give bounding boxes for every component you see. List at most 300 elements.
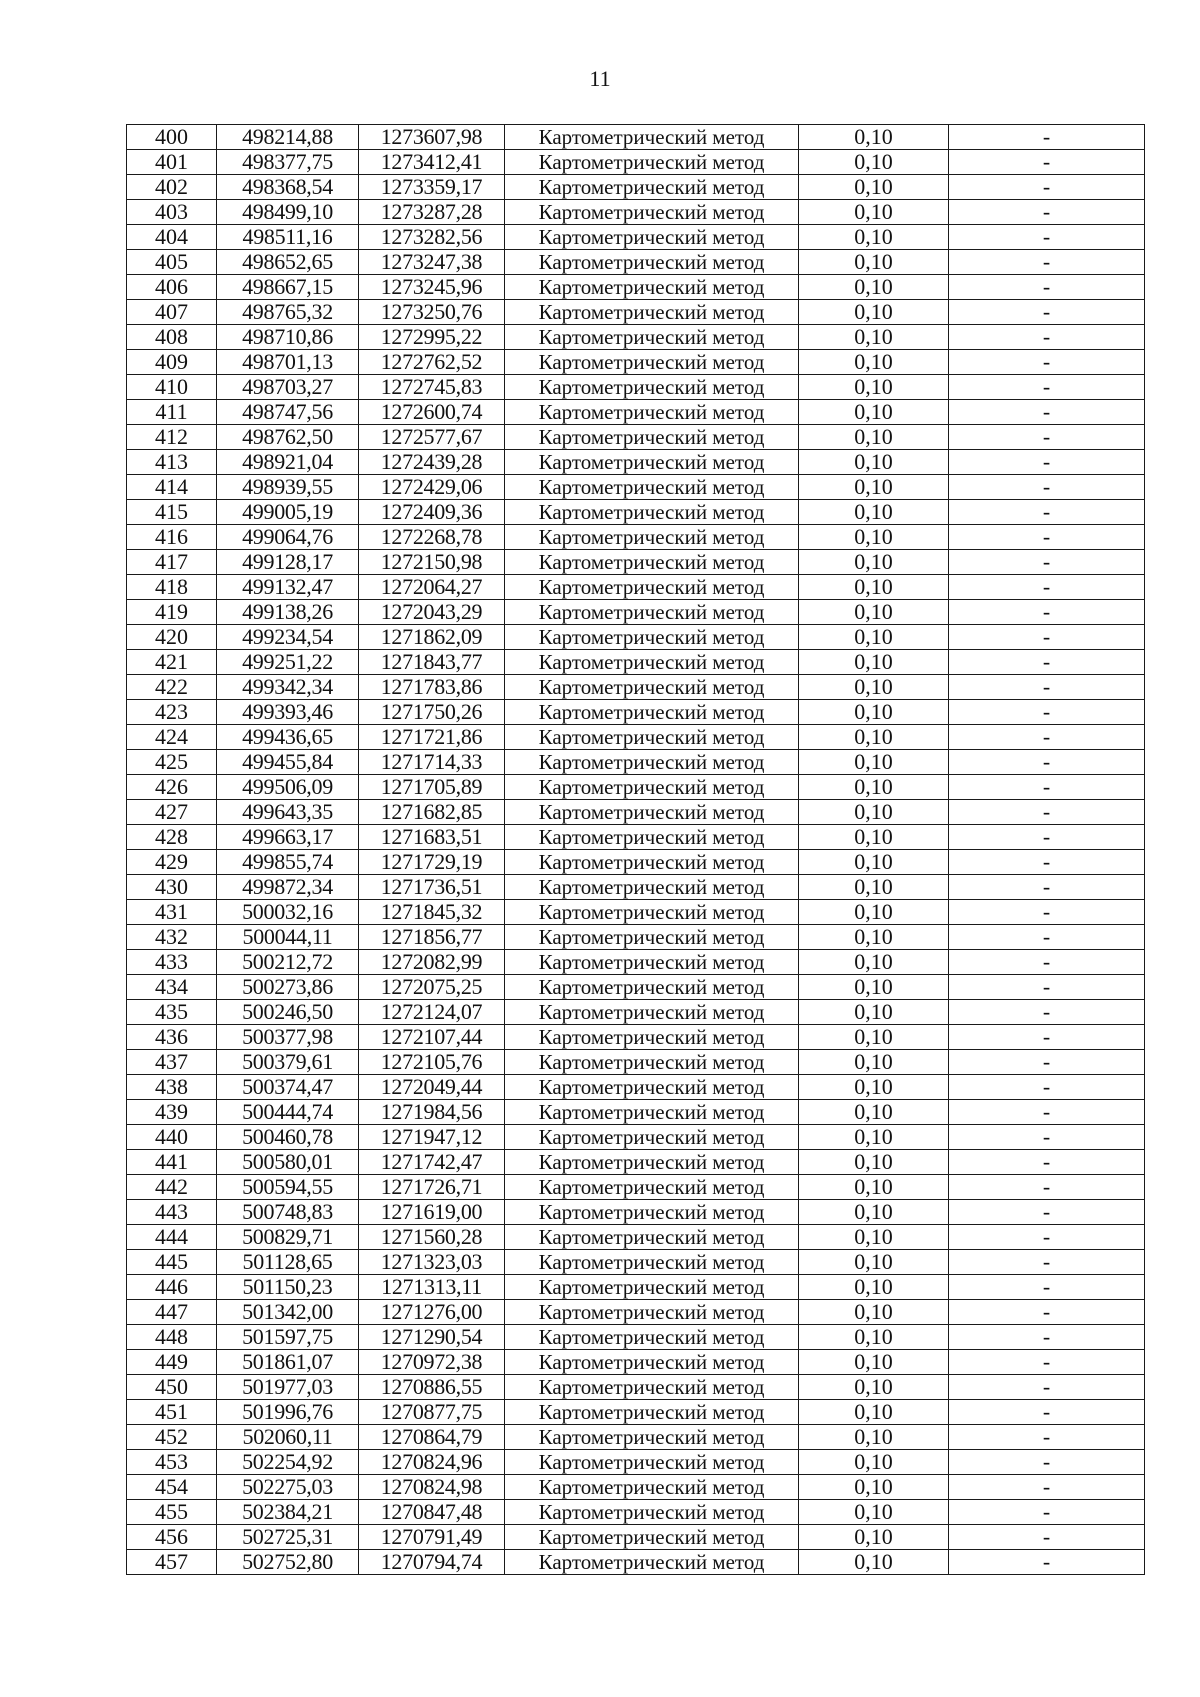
table-row [127, 1300, 1145, 1325]
accuracy-cell: 0,10 [799, 750, 949, 775]
point-number-cell: 410 [127, 375, 217, 400]
x-coordinate-cell: 499855,74 [217, 850, 359, 875]
accuracy-cell: 0,10 [799, 450, 949, 475]
method-cell: Картометрический метод [505, 1325, 799, 1350]
method-cell: Картометрический метод [505, 450, 799, 475]
x-coordinate-cell: 498762,50 [217, 425, 359, 450]
point-number-cell: 446 [127, 1275, 217, 1300]
note-cell: - [949, 775, 1145, 800]
table-row [127, 300, 1145, 325]
y-coordinate-cell: 1273412,41 [359, 150, 505, 175]
table-row [127, 1125, 1145, 1150]
accuracy-cell: 0,10 [799, 150, 949, 175]
note-cell: - [949, 1550, 1145, 1575]
x-coordinate-cell: 500032,16 [217, 900, 359, 925]
accuracy-cell: 0,10 [799, 1025, 949, 1050]
x-coordinate-cell: 500044,11 [217, 925, 359, 950]
method-cell: Картометрический метод [505, 1350, 799, 1375]
accuracy-cell: 0,10 [799, 575, 949, 600]
table-row [127, 450, 1145, 475]
table-row [127, 1500, 1145, 1525]
point-number-cell: 441 [127, 1150, 217, 1175]
x-coordinate-cell: 498710,86 [217, 325, 359, 350]
note-cell: - [949, 1075, 1145, 1100]
point-number-cell: 416 [127, 525, 217, 550]
x-coordinate-cell: 500374,47 [217, 1075, 359, 1100]
table-row [127, 1350, 1145, 1375]
y-coordinate-cell: 1272429,06 [359, 475, 505, 500]
y-coordinate-cell: 1272043,29 [359, 600, 505, 625]
method-cell: Картометрический метод [505, 825, 799, 850]
accuracy-cell: 0,10 [799, 550, 949, 575]
table-row [127, 925, 1145, 950]
method-cell: Картометрический метод [505, 1550, 799, 1575]
method-cell: Картометрический метод [505, 1025, 799, 1050]
note-cell: - [949, 1450, 1145, 1475]
accuracy-cell: 0,10 [799, 525, 949, 550]
table-row [127, 225, 1145, 250]
accuracy-cell: 0,10 [799, 1350, 949, 1375]
point-number-cell: 409 [127, 350, 217, 375]
note-cell: - [949, 950, 1145, 975]
point-number-cell: 454 [127, 1475, 217, 1500]
note-cell: - [949, 450, 1145, 475]
table-row [127, 400, 1145, 425]
note-cell: - [949, 1125, 1145, 1150]
y-coordinate-cell: 1272064,27 [359, 575, 505, 600]
y-coordinate-cell: 1271843,77 [359, 650, 505, 675]
table-row [127, 275, 1145, 300]
note-cell: - [949, 800, 1145, 825]
table-row [127, 900, 1145, 925]
x-coordinate-cell: 500748,83 [217, 1200, 359, 1225]
y-coordinate-cell: 1272409,36 [359, 500, 505, 525]
table-row [127, 425, 1145, 450]
method-cell: Картометрический метод [505, 1200, 799, 1225]
point-number-cell: 453 [127, 1450, 217, 1475]
note-cell: - [949, 250, 1145, 275]
table-row [127, 125, 1145, 150]
x-coordinate-cell: 502275,03 [217, 1475, 359, 1500]
point-number-cell: 457 [127, 1550, 217, 1575]
point-number-cell: 401 [127, 150, 217, 175]
note-cell: - [949, 1500, 1145, 1525]
point-number-cell: 455 [127, 1500, 217, 1525]
y-coordinate-cell: 1270877,75 [359, 1400, 505, 1425]
y-coordinate-cell: 1271560,28 [359, 1225, 505, 1250]
accuracy-cell: 0,10 [799, 475, 949, 500]
accuracy-cell: 0,10 [799, 1400, 949, 1425]
y-coordinate-cell: 1270972,38 [359, 1350, 505, 1375]
table-row [127, 475, 1145, 500]
method-cell: Картометрический метод [505, 1475, 799, 1500]
method-cell: Картометрический метод [505, 500, 799, 525]
y-coordinate-cell: 1271947,12 [359, 1125, 505, 1150]
point-number-cell: 424 [127, 725, 217, 750]
method-cell: Картометрический метод [505, 950, 799, 975]
x-coordinate-cell: 499506,09 [217, 775, 359, 800]
point-number-cell: 431 [127, 900, 217, 925]
y-coordinate-cell: 1271984,56 [359, 1100, 505, 1125]
method-cell: Картометрический метод [505, 1050, 799, 1075]
y-coordinate-cell: 1273250,76 [359, 300, 505, 325]
note-cell: - [949, 1225, 1145, 1250]
method-cell: Картометрический метод [505, 1425, 799, 1450]
y-coordinate-cell: 1271619,00 [359, 1200, 505, 1225]
note-cell: - [949, 1150, 1145, 1175]
table-row [127, 500, 1145, 525]
y-coordinate-cell: 1272049,44 [359, 1075, 505, 1100]
table-row [127, 1325, 1145, 1350]
x-coordinate-cell: 500594,55 [217, 1175, 359, 1200]
method-cell: Картометрический метод [505, 175, 799, 200]
note-cell: - [949, 875, 1145, 900]
accuracy-cell: 0,10 [799, 1375, 949, 1400]
note-cell: - [949, 200, 1145, 225]
y-coordinate-cell: 1271783,86 [359, 675, 505, 700]
accuracy-cell: 0,10 [799, 625, 949, 650]
x-coordinate-cell: 502254,92 [217, 1450, 359, 1475]
note-cell: - [949, 600, 1145, 625]
table-row [127, 625, 1145, 650]
x-coordinate-cell: 499234,54 [217, 625, 359, 650]
method-cell: Картометрический метод [505, 300, 799, 325]
point-number-cell: 404 [127, 225, 217, 250]
method-cell: Картометрический метод [505, 350, 799, 375]
note-cell: - [949, 175, 1145, 200]
note-cell: - [949, 1400, 1145, 1425]
x-coordinate-cell: 498667,15 [217, 275, 359, 300]
y-coordinate-cell: 1272762,52 [359, 350, 505, 375]
method-cell: Картометрический метод [505, 1125, 799, 1150]
y-coordinate-cell: 1270886,55 [359, 1375, 505, 1400]
accuracy-cell: 0,10 [799, 900, 949, 925]
accuracy-cell: 0,10 [799, 1075, 949, 1100]
accuracy-cell: 0,10 [799, 125, 949, 150]
accuracy-cell: 0,10 [799, 400, 949, 425]
accuracy-cell: 0,10 [799, 1450, 949, 1475]
point-number-cell: 445 [127, 1250, 217, 1275]
accuracy-cell: 0,10 [799, 1150, 949, 1175]
note-cell: - [949, 1375, 1145, 1400]
table-row [127, 1175, 1145, 1200]
method-cell: Картометрический метод [505, 575, 799, 600]
x-coordinate-cell: 499663,17 [217, 825, 359, 850]
table-row [127, 975, 1145, 1000]
accuracy-cell: 0,10 [799, 1175, 949, 1200]
table-row [127, 525, 1145, 550]
point-number-cell: 434 [127, 975, 217, 1000]
method-cell: Картометрический метод [505, 425, 799, 450]
note-cell: - [949, 1175, 1145, 1200]
point-number-cell: 405 [127, 250, 217, 275]
table-row [127, 550, 1145, 575]
x-coordinate-cell: 498214,88 [217, 125, 359, 150]
x-coordinate-cell: 500829,71 [217, 1225, 359, 1250]
x-coordinate-cell: 501342,00 [217, 1300, 359, 1325]
note-cell: - [949, 1350, 1145, 1375]
point-number-cell: 444 [127, 1225, 217, 1250]
table-row [127, 950, 1145, 975]
table-row [127, 175, 1145, 200]
point-number-cell: 435 [127, 1000, 217, 1025]
table-row [127, 650, 1145, 675]
accuracy-cell: 0,10 [799, 1475, 949, 1500]
note-cell: - [949, 325, 1145, 350]
note-cell: - [949, 1275, 1145, 1300]
y-coordinate-cell: 1272995,22 [359, 325, 505, 350]
table-row [127, 850, 1145, 875]
x-coordinate-cell: 499132,47 [217, 575, 359, 600]
accuracy-cell: 0,10 [799, 875, 949, 900]
y-coordinate-cell: 1272107,44 [359, 1025, 505, 1050]
point-number-cell: 443 [127, 1200, 217, 1225]
point-number-cell: 417 [127, 550, 217, 575]
table-row [127, 1000, 1145, 1025]
x-coordinate-cell: 500212,72 [217, 950, 359, 975]
y-coordinate-cell: 1272082,99 [359, 950, 505, 975]
note-cell: - [949, 1325, 1145, 1350]
note-cell: - [949, 425, 1145, 450]
x-coordinate-cell: 502752,80 [217, 1550, 359, 1575]
note-cell: - [949, 1250, 1145, 1275]
table-row [127, 1100, 1145, 1125]
table-row [127, 1025, 1145, 1050]
note-cell: - [949, 1525, 1145, 1550]
note-cell: - [949, 975, 1145, 1000]
table-row [127, 1075, 1145, 1100]
table-row [127, 325, 1145, 350]
table-row [127, 1450, 1145, 1475]
table-row [127, 800, 1145, 825]
accuracy-cell: 0,10 [799, 375, 949, 400]
point-number-cell: 429 [127, 850, 217, 875]
method-cell: Картометрический метод [505, 150, 799, 175]
point-number-cell: 415 [127, 500, 217, 525]
note-cell: - [949, 125, 1145, 150]
accuracy-cell: 0,10 [799, 500, 949, 525]
y-coordinate-cell: 1271276,00 [359, 1300, 505, 1325]
point-number-cell: 448 [127, 1325, 217, 1350]
accuracy-cell: 0,10 [799, 1500, 949, 1525]
note-cell: - [949, 1050, 1145, 1075]
y-coordinate-cell: 1271845,32 [359, 900, 505, 925]
x-coordinate-cell: 502060,11 [217, 1425, 359, 1450]
y-coordinate-cell: 1271323,03 [359, 1250, 505, 1275]
y-coordinate-cell: 1270791,49 [359, 1525, 505, 1550]
accuracy-cell: 0,10 [799, 1100, 949, 1125]
y-coordinate-cell: 1271714,33 [359, 750, 505, 775]
note-cell: - [949, 225, 1145, 250]
point-number-cell: 440 [127, 1125, 217, 1150]
point-number-cell: 400 [127, 125, 217, 150]
x-coordinate-cell: 499455,84 [217, 750, 359, 775]
y-coordinate-cell: 1271736,51 [359, 875, 505, 900]
y-coordinate-cell: 1270824,96 [359, 1450, 505, 1475]
method-cell: Картометрический метод [505, 625, 799, 650]
x-coordinate-cell: 501597,75 [217, 1325, 359, 1350]
table-row [127, 600, 1145, 625]
accuracy-cell: 0,10 [799, 1275, 949, 1300]
table-row [127, 1275, 1145, 1300]
method-cell: Картометрический метод [505, 1525, 799, 1550]
table-row [127, 250, 1145, 275]
point-number-cell: 456 [127, 1525, 217, 1550]
y-coordinate-cell: 1271750,26 [359, 700, 505, 725]
point-number-cell: 419 [127, 600, 217, 625]
note-cell: - [949, 750, 1145, 775]
table-row [127, 1425, 1145, 1450]
y-coordinate-cell: 1271856,77 [359, 925, 505, 950]
y-coordinate-cell: 1273245,96 [359, 275, 505, 300]
note-cell: - [949, 1100, 1145, 1125]
point-number-cell: 449 [127, 1350, 217, 1375]
accuracy-cell: 0,10 [799, 275, 949, 300]
coordinates-table [126, 124, 1145, 1575]
method-cell: Картометрический метод [505, 550, 799, 575]
x-coordinate-cell: 500460,78 [217, 1125, 359, 1150]
table-row [127, 1250, 1145, 1275]
accuracy-cell: 0,10 [799, 950, 949, 975]
accuracy-cell: 0,10 [799, 1550, 949, 1575]
method-cell: Картометрический метод [505, 1150, 799, 1175]
method-cell: Картометрический метод [505, 1000, 799, 1025]
x-coordinate-cell: 498747,56 [217, 400, 359, 425]
note-cell: - [949, 1200, 1145, 1225]
note-cell: - [949, 350, 1145, 375]
x-coordinate-cell: 501977,03 [217, 1375, 359, 1400]
table-row [127, 1375, 1145, 1400]
note-cell: - [949, 575, 1145, 600]
point-number-cell: 451 [127, 1400, 217, 1425]
table-row [127, 150, 1145, 175]
table-row [127, 875, 1145, 900]
method-cell: Картометрический метод [505, 250, 799, 275]
y-coordinate-cell: 1271290,54 [359, 1325, 505, 1350]
table-row [127, 1050, 1145, 1075]
x-coordinate-cell: 498701,13 [217, 350, 359, 375]
method-cell: Картометрический метод [505, 375, 799, 400]
x-coordinate-cell: 498377,75 [217, 150, 359, 175]
note-cell: - [949, 150, 1145, 175]
point-number-cell: 427 [127, 800, 217, 825]
y-coordinate-cell: 1273359,17 [359, 175, 505, 200]
accuracy-cell: 0,10 [799, 1125, 949, 1150]
y-coordinate-cell: 1272577,67 [359, 425, 505, 450]
y-coordinate-cell: 1271862,09 [359, 625, 505, 650]
accuracy-cell: 0,10 [799, 650, 949, 675]
x-coordinate-cell: 498921,04 [217, 450, 359, 475]
point-number-cell: 433 [127, 950, 217, 975]
table-row [127, 1550, 1145, 1575]
table-row [127, 775, 1145, 800]
table-row [127, 1200, 1145, 1225]
y-coordinate-cell: 1270864,79 [359, 1425, 505, 1450]
note-cell: - [949, 825, 1145, 850]
method-cell: Картометрический метод [505, 125, 799, 150]
accuracy-cell: 0,10 [799, 1200, 949, 1225]
point-number-cell: 442 [127, 1175, 217, 1200]
method-cell: Картометрический метод [505, 850, 799, 875]
accuracy-cell: 0,10 [799, 600, 949, 625]
table-row [127, 675, 1145, 700]
method-cell: Картометрический метод [505, 525, 799, 550]
accuracy-cell: 0,10 [799, 1525, 949, 1550]
y-coordinate-cell: 1271729,19 [359, 850, 505, 875]
accuracy-cell: 0,10 [799, 250, 949, 275]
method-cell: Картометрический метод [505, 1250, 799, 1275]
point-number-cell: 452 [127, 1425, 217, 1450]
point-number-cell: 450 [127, 1375, 217, 1400]
accuracy-cell: 0,10 [799, 800, 949, 825]
x-coordinate-cell: 500377,98 [217, 1025, 359, 1050]
method-cell: Картометрический метод [505, 600, 799, 625]
accuracy-cell: 0,10 [799, 200, 949, 225]
x-coordinate-cell: 499005,19 [217, 500, 359, 525]
y-coordinate-cell: 1272105,76 [359, 1050, 505, 1075]
table-row [127, 725, 1145, 750]
note-cell: - [949, 475, 1145, 500]
method-cell: Картометрический метод [505, 725, 799, 750]
point-number-cell: 426 [127, 775, 217, 800]
method-cell: Картометрический метод [505, 1225, 799, 1250]
x-coordinate-cell: 500273,86 [217, 975, 359, 1000]
x-coordinate-cell: 501150,23 [217, 1275, 359, 1300]
note-cell: - [949, 275, 1145, 300]
accuracy-cell: 0,10 [799, 1250, 949, 1275]
x-coordinate-cell: 498652,65 [217, 250, 359, 275]
note-cell: - [949, 700, 1145, 725]
note-cell: - [949, 850, 1145, 875]
x-coordinate-cell: 499643,35 [217, 800, 359, 825]
method-cell: Картометрический метод [505, 775, 799, 800]
accuracy-cell: 0,10 [799, 1000, 949, 1025]
x-coordinate-cell: 498765,32 [217, 300, 359, 325]
note-cell: - [949, 375, 1145, 400]
note-cell: - [949, 1475, 1145, 1500]
point-number-cell: 425 [127, 750, 217, 775]
x-coordinate-cell: 499393,46 [217, 700, 359, 725]
method-cell: Картометрический метод [505, 700, 799, 725]
y-coordinate-cell: 1272124,07 [359, 1000, 505, 1025]
x-coordinate-cell: 501861,07 [217, 1350, 359, 1375]
note-cell: - [949, 525, 1145, 550]
point-number-cell: 436 [127, 1025, 217, 1050]
accuracy-cell: 0,10 [799, 1300, 949, 1325]
accuracy-cell: 0,10 [799, 675, 949, 700]
method-cell: Картометрический метод [505, 800, 799, 825]
accuracy-cell: 0,10 [799, 700, 949, 725]
method-cell: Картометрический метод [505, 1100, 799, 1125]
y-coordinate-cell: 1271726,71 [359, 1175, 505, 1200]
y-coordinate-cell: 1271682,85 [359, 800, 505, 825]
accuracy-cell: 0,10 [799, 175, 949, 200]
method-cell: Картометрический метод [505, 975, 799, 1000]
x-coordinate-cell: 500444,74 [217, 1100, 359, 1125]
y-coordinate-cell: 1270794,74 [359, 1550, 505, 1575]
page-number: 11 [589, 66, 611, 91]
note-cell: - [949, 300, 1145, 325]
method-cell: Картометрический метод [505, 750, 799, 775]
x-coordinate-cell: 499342,34 [217, 675, 359, 700]
point-number-cell: 423 [127, 700, 217, 725]
y-coordinate-cell: 1273282,56 [359, 225, 505, 250]
y-coordinate-cell: 1271705,89 [359, 775, 505, 800]
method-cell: Картометрический метод [505, 400, 799, 425]
note-cell: - [949, 500, 1145, 525]
method-cell: Картометрический метод [505, 1375, 799, 1400]
point-number-cell: 422 [127, 675, 217, 700]
